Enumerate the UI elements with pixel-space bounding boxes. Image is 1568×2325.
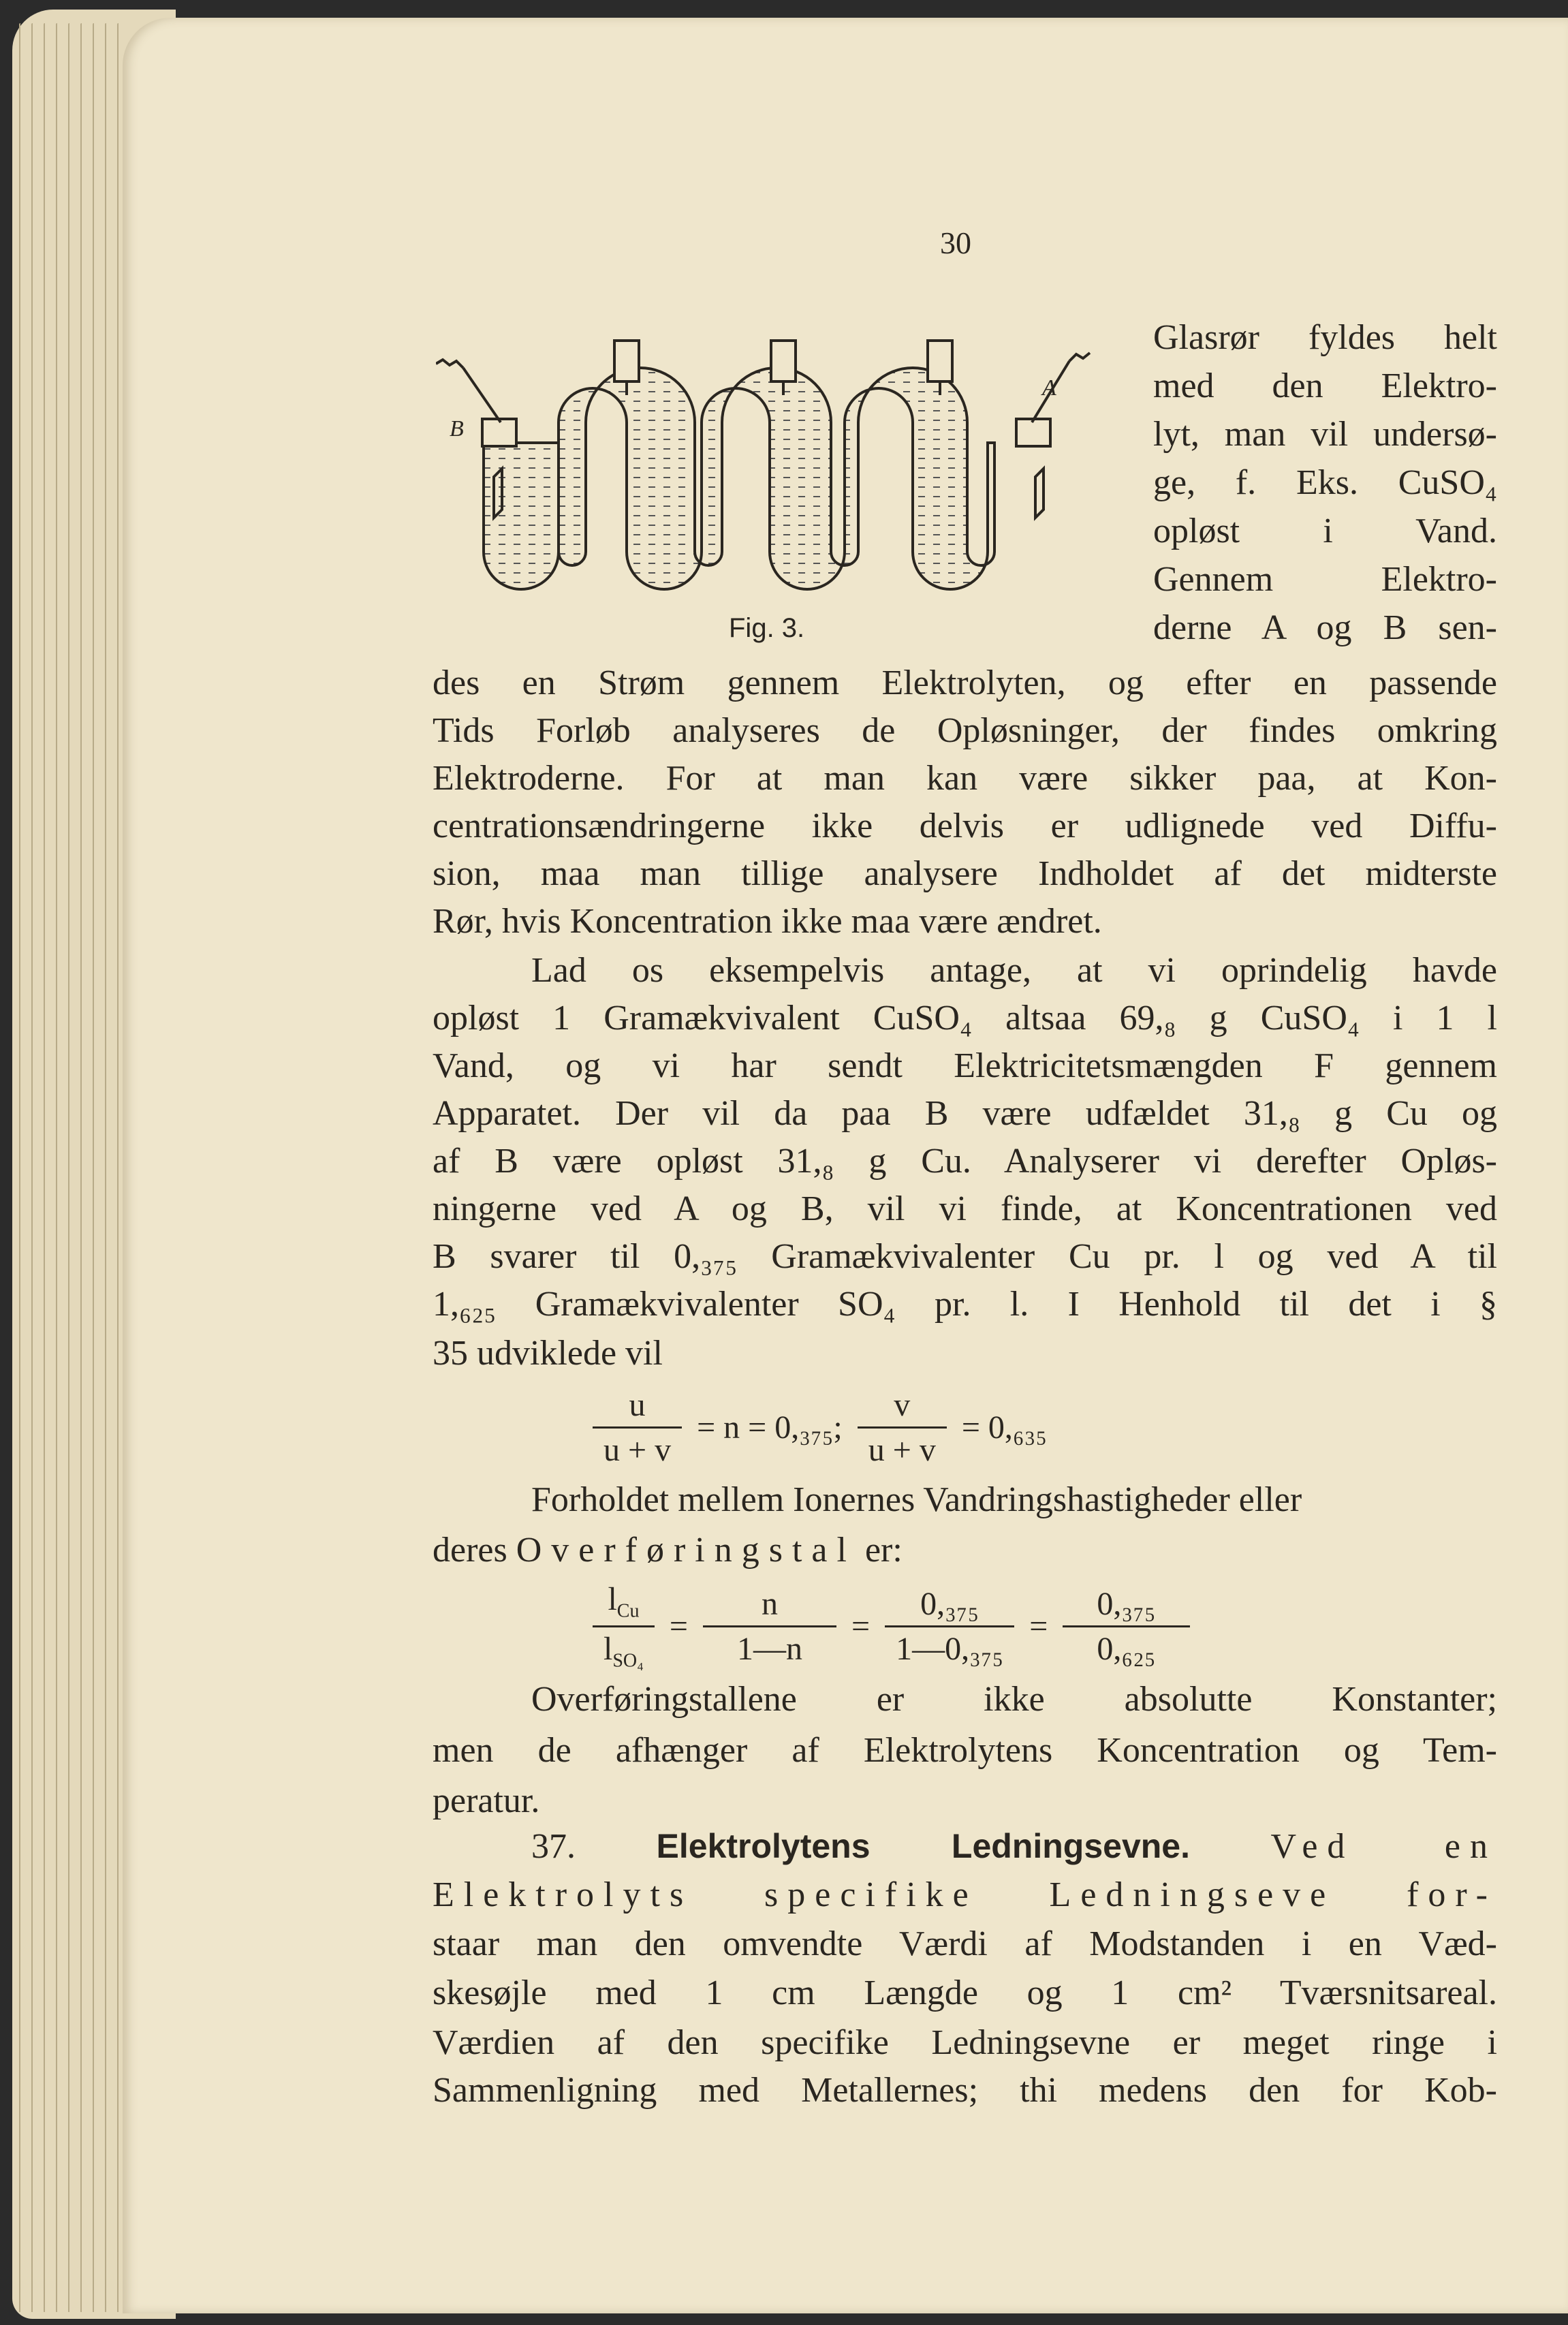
label-b: B (450, 416, 464, 441)
text-line: Forholdet mellem Ionernes Vandringshastigheder eller (531, 1480, 1302, 1519)
equation-velocity-ratio: $\frac{l_{Cu}}{l_{SO_4}}$ = $\frac{n}{1—n}$ = $\frac{\text{0,₃₇₅}}{\text{1—0,₃₇₅}}$ = $\frac{\text{0,₃₇₅}}{\text{0,₆₂₅}}$ (593, 1580, 1190, 1672)
text-line: derne A og B sen- (1153, 608, 1497, 647)
text-line: 35 udviklede vil (433, 1334, 663, 1373)
text-line: Elektroderne. For at man kan være sikker paa, at Kon- (433, 759, 1497, 798)
text-line: des en Strøm gennem Elektrolyten, og efter en passende (433, 664, 1497, 702)
section-title: Elektrolytens Ledningsevne. (656, 1827, 1191, 1865)
text-line: Lad os eksempelvis antage, at vi oprindelig havde (531, 951, 1497, 990)
text-line: centrationsændringerne ikke delvis er udlignede ved Diffu- (433, 807, 1497, 845)
text-line: Rør, hvis Koncentration ikke maa være ændret. (433, 902, 1102, 941)
text-line: opløst i Vand. (1153, 512, 1497, 550)
text-line: Sammenligning med Metallernes; thi medens den for Kob- (433, 2071, 1497, 2110)
text-line: skesøjle med 1 cm Længde og 1 cm² Tværsnitsareal. (433, 1973, 1497, 2012)
text-line: ge, f. Eks. CuSO₄ (1153, 463, 1497, 502)
text-line: Gennem Elektro- (1153, 560, 1497, 599)
section-heading-line: 37. Elektrolytens Ledningsevne. Ved en (531, 1827, 1497, 1866)
label-a: A (1042, 375, 1056, 401)
text-line: Værdien af den specifike Ledningsevne er meget ringe i (433, 2023, 1497, 2062)
text-line: sion, maa man tillige analysere Indholdet af det midterste (433, 854, 1497, 893)
text-line: Overføringstallene er ikke absolutte Konstanter; (531, 1680, 1497, 1719)
equation-transport-number: $\frac{u}{u + v}$ = n = 0,₃₇₅; $\frac{v}{u + v}$ = 0,₆₃₅ (593, 1386, 1047, 1469)
text-line: staar man den omvendte Værdi af Modstanden i en Væd- (433, 1924, 1497, 1963)
text-line: deres Overføringstal er: (433, 1531, 903, 1570)
text-line: Glasrør fyldes helt (1153, 318, 1497, 357)
figure-caption: Fig. 3. (729, 613, 805, 643)
text-line: ningerne ved A og B, vil vi finde, at Koncentrationen ved (433, 1189, 1497, 1228)
text-line: Elektrolyts specifike Ledningseve for- (433, 1875, 1497, 1914)
text-line: 1,₆₂₅ Gramækvivalenter SO₄ pr. l. I Henhold til det i § (433, 1285, 1497, 1324)
text-line: med den Elektro- (1153, 366, 1497, 405)
text-line: opløst 1 Gramækvivalent CuSO₄ altsaa 69,₈ g CuSO₄ i 1 l (433, 999, 1497, 1037)
text-line: Apparatet. Der vil da paa B være udfældet 31,₈ g Cu og (433, 1094, 1497, 1133)
text-line: B svarer til 0,₃₇₅ Gramækvivalenter Cu pr. l og ved A til (433, 1237, 1497, 1276)
figure-u-tubes (436, 320, 1117, 613)
page-number: 30 (940, 225, 971, 260)
text-line: men de afhænger af Elektrolytens Koncentration og Tem- (433, 1731, 1497, 1770)
text-line: lyt, man vil undersø- (1153, 415, 1497, 454)
text-line: Tids Forløb analyseres de Opløsninger, der findes omkring (433, 711, 1497, 750)
text-line: peratur. (433, 1781, 540, 1820)
text-line: Vand, og vi har sendt Elektricitetsmængden F gennem (433, 1046, 1497, 1085)
text-line: af B være opløst 31,₈ g Cu. Analyserer vi derefter Opløs- (433, 1142, 1497, 1181)
